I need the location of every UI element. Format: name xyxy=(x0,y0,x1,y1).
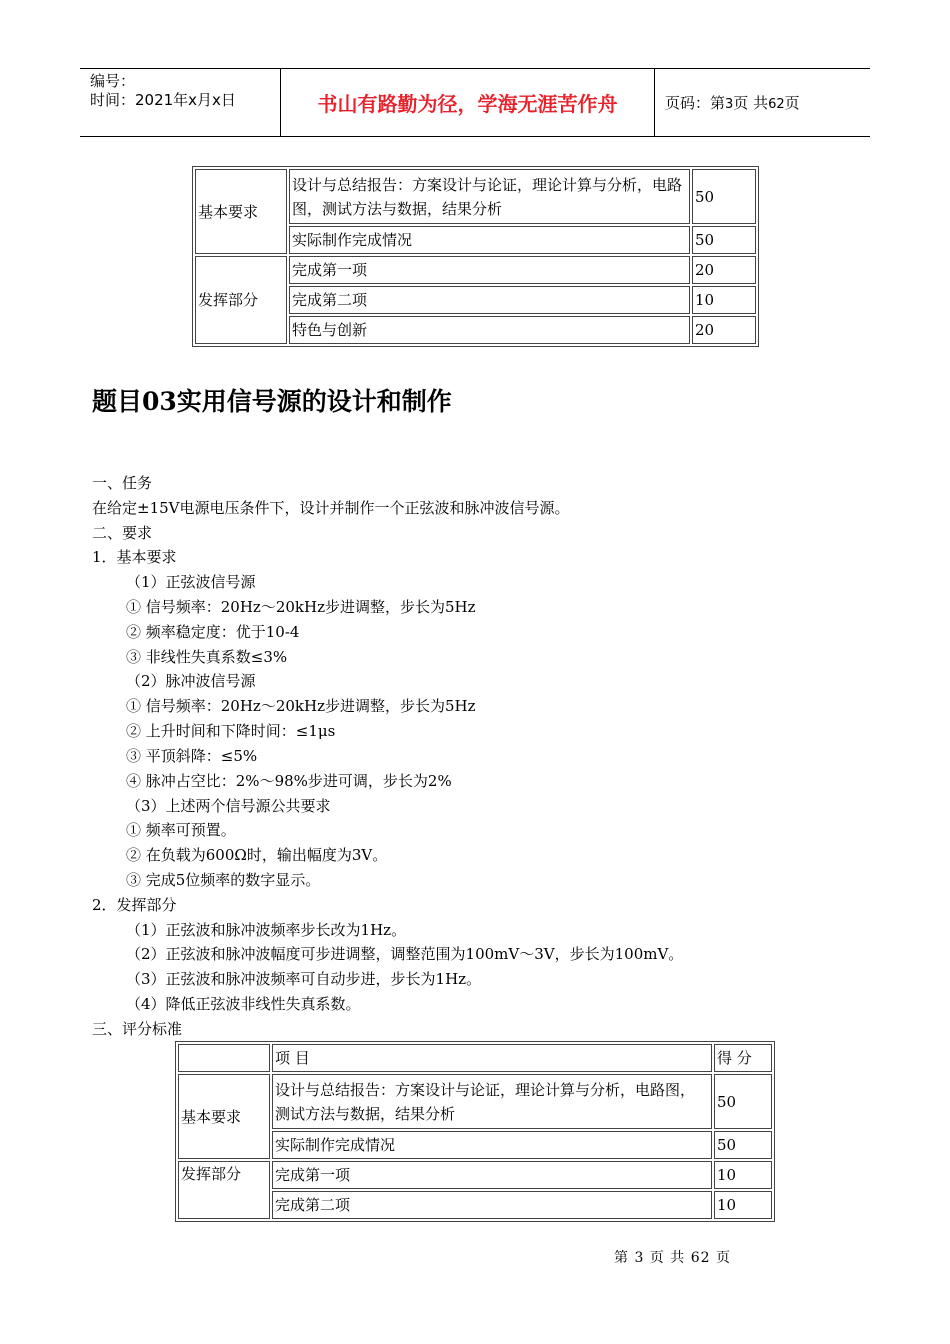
heading-requirements: 二、要求 xyxy=(92,524,153,542)
list-item: （3）正弦波和脉冲波频率可自动步进，步长为1Hz。 xyxy=(126,970,482,988)
heading-scoring: 三、评分标准 xyxy=(92,1020,183,1038)
score-cell: 50 xyxy=(692,226,756,254)
category-basic: 基本要求 xyxy=(178,1074,270,1159)
category-basic: 基本要求 xyxy=(195,169,287,254)
scoring-table-previous xyxy=(192,166,759,347)
list-item: ③ 非线性失真系数≤3% xyxy=(126,648,288,666)
list-item: （1）正弦波和脉冲波频率步长改为1Hz。 xyxy=(126,921,407,939)
item-cell: 实际制作完成情况 xyxy=(289,226,690,254)
section-title: 题目03实用信号源的设计和制作 xyxy=(92,387,452,416)
list-item: ③ 平顶斜降：≤5% xyxy=(126,747,258,765)
item-cell: 完成第一项 xyxy=(272,1161,712,1189)
list-item: ② 上升时间和下降时间：≤1μs xyxy=(126,722,336,740)
body-text: 在给定±15V电源电压条件下，设计并制作一个正弦波和脉冲波信号源。 xyxy=(92,499,570,517)
category-extend: 发挥部分 xyxy=(178,1161,270,1219)
list-item: （4）降低正弦波非线性失真系数。 xyxy=(126,995,361,1013)
header-meta xyxy=(80,69,281,136)
page-header xyxy=(80,68,870,137)
heading-task: 一、任务 xyxy=(92,474,153,492)
list-item: ② 在负载为600Ω时，输出幅度为3V。 xyxy=(126,846,388,864)
list-item: ① 频率可预置。 xyxy=(126,821,236,839)
list-item: （2）正弦波和脉冲波幅度可步进调整，调整范围为100mV～3V，步长为100mV。 xyxy=(126,945,684,963)
list-heading: （3）上述两个信号源公共要求 xyxy=(126,797,331,815)
header-score: 得 分 xyxy=(714,1044,772,1072)
list-item: ① 信号频率：20Hz～20kHz步进调整，步长为5Hz xyxy=(126,697,476,715)
score-cell: 20 xyxy=(692,256,756,284)
item-cell: 设计与总结报告：方案设计与论证，理论计算与分析，电路图，测试方法与数据，结果分析 xyxy=(272,1074,712,1129)
score-cell: 50 xyxy=(714,1074,772,1129)
header-item: 项 目 xyxy=(272,1044,712,1072)
list-heading: （2）脉冲波信号源 xyxy=(126,672,256,690)
category-extend: 发挥部分 xyxy=(195,256,287,344)
date-label: 时间：2021年x月x日 xyxy=(90,91,236,109)
score-cell: 50 xyxy=(692,169,756,224)
item-cell: 完成第二项 xyxy=(289,286,690,314)
score-cell: 20 xyxy=(692,316,756,344)
list-item: ③ 完成5位频率的数字显示。 xyxy=(126,871,321,889)
item-cell: 实际制作完成情况 xyxy=(272,1131,712,1159)
list-item: ① 信号频率：20Hz～20kHz步进调整，步长为5Hz xyxy=(126,598,476,616)
scoring-table xyxy=(175,1041,775,1222)
header-blank-cell xyxy=(178,1044,270,1072)
serial-label: 编号： xyxy=(90,72,136,90)
score-cell: 10 xyxy=(692,286,756,314)
item-cell: 特色与创新 xyxy=(289,316,690,344)
list-item: ② 频率稳定度：优于10-4 xyxy=(126,623,300,641)
page-footer: 第 3 页 共 62 页 xyxy=(614,1250,731,1266)
score-cell: 10 xyxy=(714,1191,772,1219)
score-cell: 10 xyxy=(714,1161,772,1189)
score-cell: 50 xyxy=(714,1131,772,1159)
page-indicator: 页码：第3页 共62页 xyxy=(665,94,800,112)
header-motto-cell xyxy=(281,69,655,136)
item-cell: 完成第一项 xyxy=(289,256,690,284)
subheading-basic: 1．基本要求 xyxy=(92,548,177,566)
item-cell: 设计与总结报告：方案设计与论证，理论计算与分析，电路图，测试方法与数据，结果分析 xyxy=(289,169,690,224)
item-cell: 完成第二项 xyxy=(272,1191,712,1219)
list-item: ④ 脉冲占空比：2%～98%步进可调，步长为2% xyxy=(126,772,452,790)
header-page-cell xyxy=(655,69,870,136)
subheading-extend: 2．发挥部分 xyxy=(92,896,177,914)
motto-text: 书山有路勤为径，学海无涯苦作舟 xyxy=(317,92,618,116)
list-heading: （1）正弦波信号源 xyxy=(126,573,256,591)
